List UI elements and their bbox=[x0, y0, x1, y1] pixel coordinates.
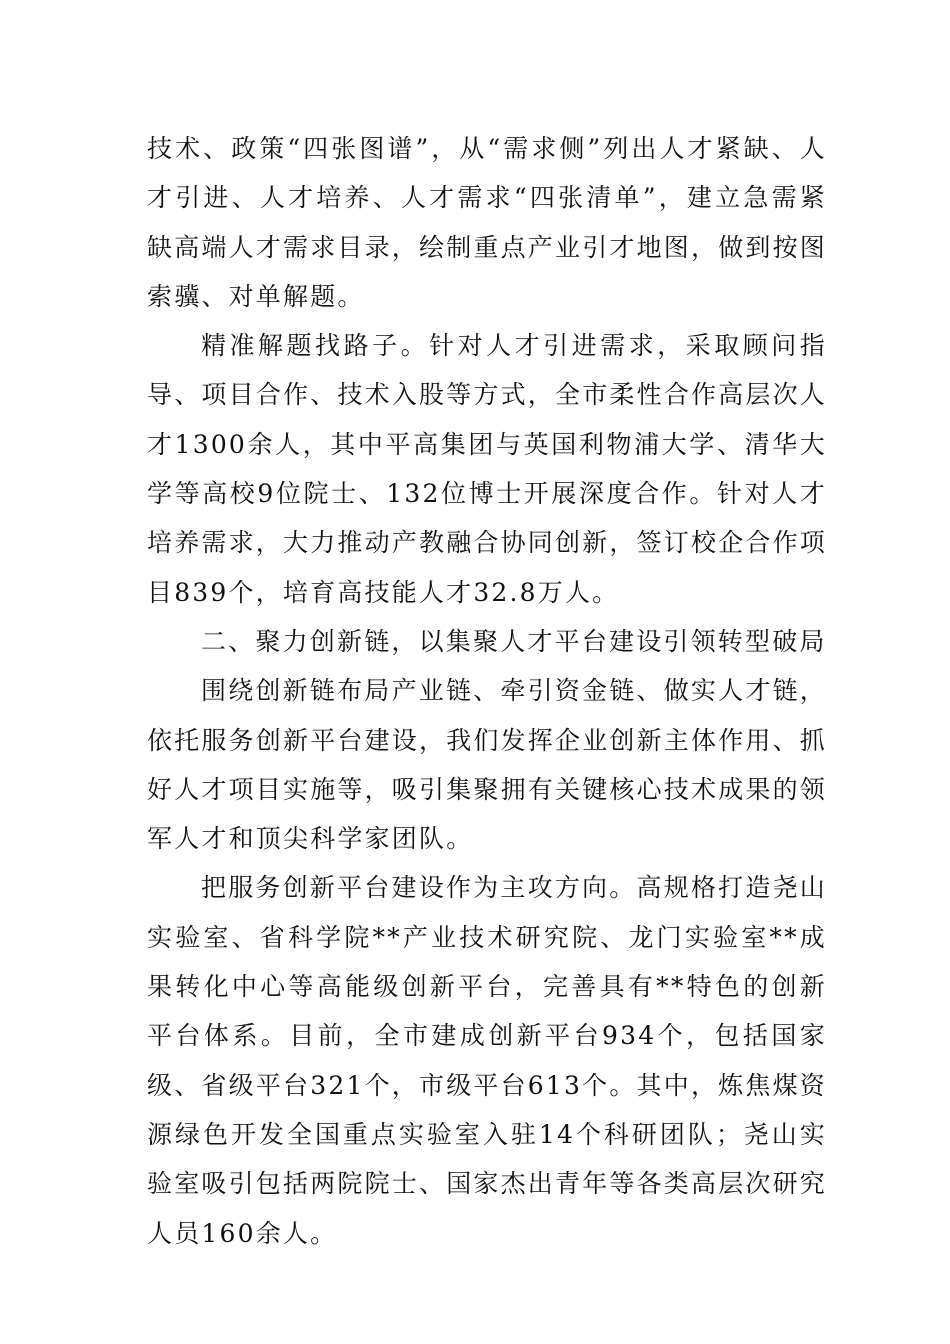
section-heading: 二、聚力创新链，以集聚人才平台建设引领转型破局 bbox=[201, 626, 827, 656]
paragraph-2: 精准解题找路子。针对人才引进需求，采取顾问指导、项目合作、技术入股等方式，全市柔性合作高层次人才1300余人，其中平高集团与英国利物浦大学、清华大学等高校9位院士、132位博士开展深度合作。针对人才培养需求，大力推动产教融合协同创新，签订校企合作项目839个，培育高技能人才32.8万人。 bbox=[147, 331, 828, 607]
paragraph-4: 把服务创新平台建设作为主攻方向。高规格打造尧山实验室、省科学院**产业技术研究院、龙门实验室**成果转化中心等高能级创新平台，完善具有**特色的创新平台体系。目前，全市建成创新平台934个，包括国家级、省级平台321个，市级平台613个。其中，炼焦煤资源绿色开发全国重点实验室入驻14个科研团队；尧山实验室吸引包括两院院士、国家杰出青年等各类高层次研究人员160余人。 bbox=[147, 873, 828, 1248]
paragraph-3: 围绕创新链布局产业链、牵引资金链、做实人才链，依托服务创新平台建设，我们发挥企业创新主体作用、抓好人才项目实施等，吸引集聚拥有关键核心技术成果的领军人才和顶尖科学家团队。 bbox=[147, 676, 828, 854]
document-body bbox=[147, 124, 827, 1258]
paragraph-1: 技术、政策“四张图谱”，从“需求侧”列出人才紧缺、人才引进、人才培养、人才需求“四张清单”，建立急需紧缺高端人才需求目录，绘制重点产业引才地图，做到按图索骥、对单解题。 bbox=[147, 134, 828, 311]
